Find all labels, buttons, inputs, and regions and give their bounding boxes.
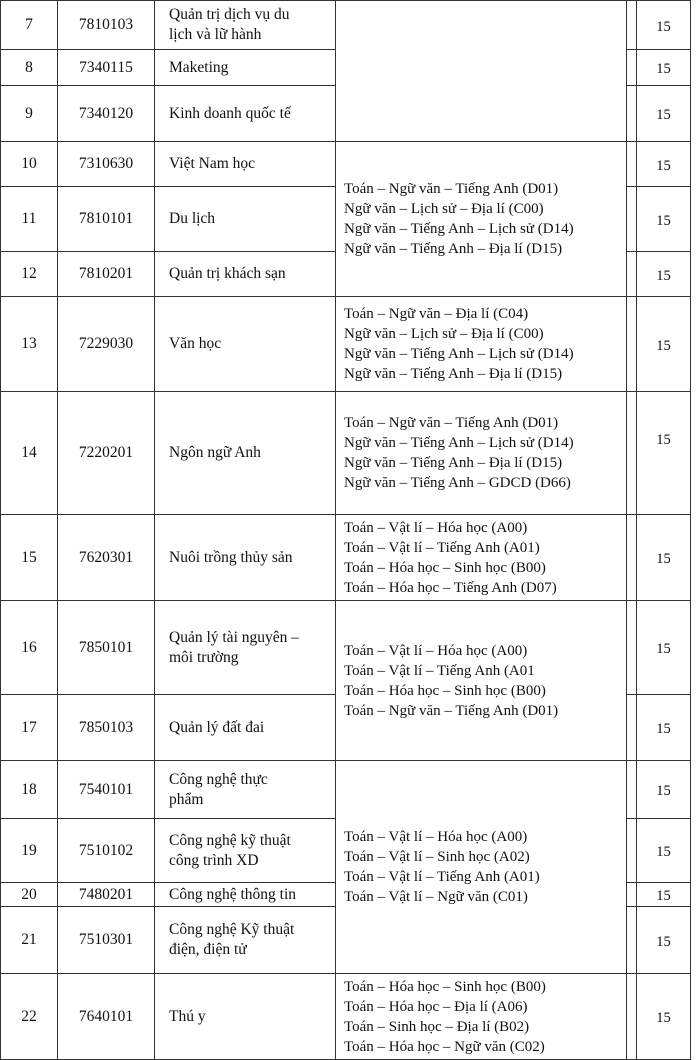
spacer-cell <box>627 142 637 187</box>
row-code: 7850103 <box>58 695 155 761</box>
row-major-name <box>155 695 336 761</box>
table-row <box>1 515 691 601</box>
combo-line: Toán – Hóa học – Sinh học (B00) <box>344 559 546 576</box>
row-major-name <box>155 819 336 883</box>
row-code: 7510301 <box>58 907 155 974</box>
row-stt: 18 <box>1 761 58 819</box>
combo-line: Toán – Ngữ văn – Địa lí (C04) <box>344 306 529 322</box>
row-quota: 15 <box>637 974 691 1060</box>
table-row <box>1 142 691 187</box>
row-quota: 15 <box>637 761 691 819</box>
spacer-cell <box>627 695 637 761</box>
combo-line: Toán – Vật lí – Hóa học (A00) <box>344 519 528 536</box>
major-name-line: Thú y <box>169 1007 206 1025</box>
major-name-line: Công nghệ thực <box>169 770 268 788</box>
row-stt: 19 <box>1 819 58 883</box>
combo-line: Toán – Vật lí – Tiếng Anh (A01) <box>344 539 540 556</box>
combo-line: Toán – Ngữ văn – Tiếng Anh (D01) <box>344 181 559 197</box>
subject-combo-cell <box>336 601 627 761</box>
combo-line: Toán – Hóa học – Ngữ văn (C02) <box>344 1038 545 1055</box>
combo-line: Ngữ văn – Tiếng Anh – Lịch sử (D14) <box>344 435 574 451</box>
row-major-name <box>155 50 336 86</box>
major-name-line: Du lịch <box>169 210 216 227</box>
row-major-name <box>155 883 336 907</box>
row-code: 7310630 <box>58 142 155 187</box>
major-name-line: môi trường <box>169 648 239 666</box>
spacer-cell <box>627 252 637 297</box>
row-code: 7640101 <box>58 974 155 1060</box>
table-row <box>1 297 691 392</box>
subject-combo-cell <box>336 761 627 974</box>
spacer-cell <box>627 601 637 695</box>
major-name-line: Công nghệ thông tin <box>169 885 297 903</box>
spacer-cell <box>627 883 637 907</box>
table-row <box>1 761 691 819</box>
row-major-name <box>155 1 336 50</box>
row-stt: 17 <box>1 695 58 761</box>
row-stt: 8 <box>1 50 58 86</box>
combo-line: Toán – Hóa học – Sinh học (B00) <box>344 682 546 699</box>
row-major-name <box>155 907 336 974</box>
combo-cell-empty <box>336 1 627 142</box>
combo-line: Ngữ văn – Tiếng Anh – Địa lí (D15) <box>344 366 563 382</box>
row-major-name <box>155 761 336 819</box>
row-code: 7480201 <box>58 883 155 907</box>
major-name-line: Quản lý tài nguyên – <box>169 628 300 646</box>
combo-line: Toán – Hóa học – Tiếng Anh (D07) <box>344 579 557 596</box>
spacer-cell <box>627 297 637 392</box>
row-quota: 15 <box>637 907 691 974</box>
subject-combo-cell <box>336 392 627 515</box>
combo-line: Toán – Hóa học – Địa lí (A06) <box>344 998 528 1015</box>
combo-line: Toán – Vật lí – Hóa học (A00) <box>344 642 528 659</box>
subject-combo-cell <box>336 974 627 1060</box>
major-name-line: Văn học <box>169 335 222 352</box>
major-name-line: Nuôi trồng thủy sản <box>169 548 293 566</box>
major-name-line: Quản trị dịch vụ du <box>169 6 290 23</box>
table-row <box>1 974 691 1060</box>
major-name-line: Công nghệ kỹ thuật <box>169 831 291 849</box>
major-name-line: công trình XD <box>169 851 259 869</box>
row-stt: 22 <box>1 974 58 1060</box>
row-quota: 15 <box>637 252 691 297</box>
row-major-name <box>155 974 336 1060</box>
row-quota: 15 <box>637 819 691 883</box>
row-stt: 12 <box>1 252 58 297</box>
major-name-line: Maketing <box>169 58 229 76</box>
combo-line: Toán – Hóa học – Sinh học (B00) <box>344 978 546 995</box>
spacer-cell <box>627 819 637 883</box>
row-code: 7850101 <box>58 601 155 695</box>
row-quota: 15 <box>637 142 691 187</box>
combo-line: Toán – Vật lí – Tiếng Anh (A01) <box>344 869 540 885</box>
row-code: 7229030 <box>58 297 155 392</box>
major-name-line: Công nghệ Kỹ thuật <box>169 921 295 938</box>
row-stt: 13 <box>1 297 58 392</box>
row-major-name <box>155 392 336 515</box>
combo-line: Toán – Vật lí – Hóa học (A00) <box>344 829 528 845</box>
major-name-line: Ngôn ngữ Anh <box>169 444 261 461</box>
row-quota: 15 <box>637 695 691 761</box>
table-row <box>1 1 691 50</box>
row-stt: 15 <box>1 515 58 601</box>
row-stt: 11 <box>1 187 58 252</box>
row-quota: 15 <box>637 883 691 907</box>
row-code: 7810101 <box>58 187 155 252</box>
combo-line: Ngữ văn – Tiếng Anh – Địa lí (D15) <box>344 455 563 471</box>
row-quota: 15 <box>637 392 691 515</box>
combo-line: Toán – Vật lí – Ngữ văn (C01) <box>344 889 528 905</box>
row-code: 7810201 <box>58 252 155 297</box>
row-code: 7620301 <box>58 515 155 601</box>
row-quota: 15 <box>637 1 691 50</box>
spacer-cell <box>627 1 637 50</box>
row-major-name <box>155 187 336 252</box>
row-major-name <box>155 86 336 142</box>
major-name-line: điện, điện tử <box>169 941 247 958</box>
combo-line: Ngữ văn – Tiếng Anh – GDCD (D66) <box>344 475 571 491</box>
major-name-line: Quản trị khách sạn <box>169 265 286 282</box>
row-stt: 14 <box>1 392 58 515</box>
major-name-line: Quản lý đất đai <box>169 718 265 736</box>
spacer-cell <box>627 50 637 86</box>
combo-line: Toán – Ngữ văn – Tiếng Anh (D01) <box>344 702 559 719</box>
row-stt: 7 <box>1 1 58 50</box>
row-stt: 20 <box>1 883 58 907</box>
combo-line: Toán – Sinh học – Địa lí (B02) <box>344 1018 530 1035</box>
table-row <box>1 601 691 695</box>
row-quota: 15 <box>637 86 691 142</box>
row-quota: 15 <box>637 297 691 392</box>
spacer-cell <box>627 86 637 142</box>
combo-line: Toán – Vật lí – Sinh học (A02) <box>344 849 530 865</box>
row-quota: 15 <box>637 515 691 601</box>
spacer-cell <box>627 907 637 974</box>
combo-line: Toán – Ngữ văn – Tiếng Anh (D01) <box>344 415 559 431</box>
combo-line: Ngữ văn – Lịch sử – Địa lí (C00) <box>344 201 544 217</box>
row-code: 7340120 <box>58 86 155 142</box>
row-code: 7220201 <box>58 392 155 515</box>
row-stt: 21 <box>1 907 58 974</box>
row-code: 7340115 <box>58 50 155 86</box>
spacer-cell <box>627 515 637 601</box>
row-stt: 9 <box>1 86 58 142</box>
row-major-name <box>155 601 336 695</box>
major-name-line: lịch và lữ hành <box>169 26 262 43</box>
subject-combo-cell <box>336 297 627 392</box>
spacer-cell <box>627 187 637 252</box>
row-code: 7510102 <box>58 819 155 883</box>
row-major-name <box>155 252 336 297</box>
combo-line: Toán – Vật lí – Tiếng Anh (A01 <box>344 662 535 679</box>
spacer-cell <box>627 974 637 1060</box>
major-name-line: phẩm <box>169 790 204 808</box>
major-name-line: Việt Nam học <box>169 155 256 172</box>
major-name-line: Kinh doanh quốc tế <box>169 104 291 122</box>
row-stt: 16 <box>1 601 58 695</box>
spacer-cell <box>627 761 637 819</box>
row-code: 7810103 <box>58 1 155 50</box>
subject-combo-cell <box>336 515 627 601</box>
subject-combo-cell <box>336 142 627 297</box>
combo-line: Ngữ văn – Tiếng Anh – Lịch sử (D14) <box>344 346 574 362</box>
row-code: 7540101 <box>58 761 155 819</box>
row-quota: 15 <box>637 50 691 86</box>
combo-line: Ngữ văn – Lịch sử – Địa lí (C00) <box>344 326 544 342</box>
row-major-name <box>155 297 336 392</box>
row-quota: 15 <box>637 187 691 252</box>
row-quota: 15 <box>637 601 691 695</box>
row-stt: 10 <box>1 142 58 187</box>
table-row <box>1 392 691 515</box>
combo-line: Ngữ văn – Tiếng Anh – Địa lí (D15) <box>344 241 563 257</box>
row-major-name <box>155 515 336 601</box>
combo-line: Ngữ văn – Tiếng Anh – Lịch sử (D14) <box>344 221 574 237</box>
row-major-name <box>155 142 336 187</box>
spacer-cell <box>627 392 637 515</box>
